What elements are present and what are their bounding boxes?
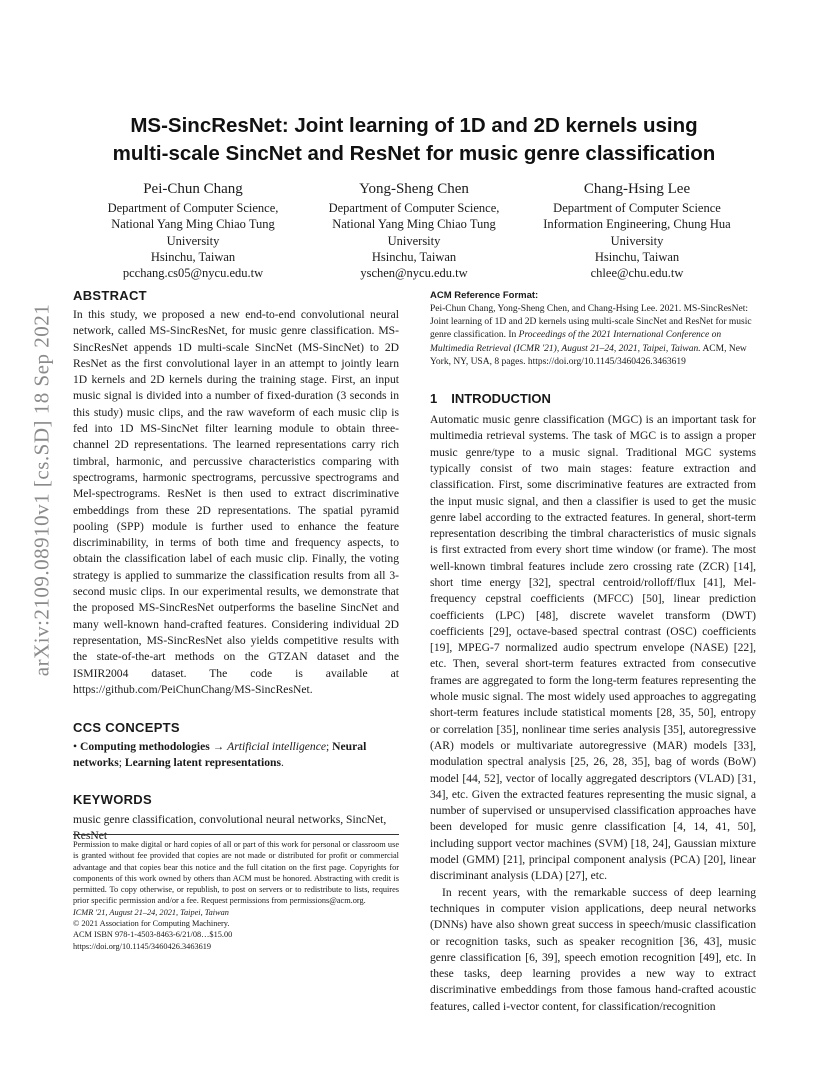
introduction-paragraph-2: In recent years, with the remarkable success of deep learning techniques in computer vision applications, deep neural networks (DNNs) have also shown great success in speech/music classification or recognition tasks, such as speaker recognition [36, 43], music genre classification [6, 39], speech emotion recognition [49], etc. In these tasks, deep learning provides a new way to extract discriminative embeddings from those famous hand-crafted acoustic features, called i-vector content, for classification/recognition	[430, 885, 756, 1013]
author-affiliation: University	[166, 233, 220, 248]
ccs-term: Neural networks	[73, 740, 367, 770]
ccs-term: Artificial intelligence	[227, 740, 327, 754]
author-affiliation: National Yang Ming Chiao Tung	[332, 217, 496, 232]
author-block-1	[83, 179, 303, 281]
reference-text: ACM, New York, NY, USA, 8 pages. https://doi.org/10.1145/3460426.3463619	[430, 343, 747, 367]
author-affiliation: Information Engineering, Chung Hua	[543, 217, 731, 232]
author-location: Hsinchu, Taiwan	[150, 249, 236, 264]
ccs-term: Learning latent representations	[124, 756, 281, 770]
left-column	[73, 288, 399, 844]
author-name: Yong-Sheng Chen	[359, 181, 469, 197]
section-heading-introduction	[430, 391, 756, 406]
introduction-paragraph-1: Automatic music genre classification (MGC) is an important task for multimedia retrieval systems. The task of MGC is to assign a proper music genre/type to a music signal. Traditional MGC systems typically consist of two main stages: feature extraction and classification. First, some discriminative features are extracted from the input music signal, and then a classifier is used to get the music genre label according to the extracted features. In general, short-term representation describing the timbral characteristics of music signals is first extracted from every short time window (or frame). The most well-known timbral features include zero crossing rate (ZCR) [14], short time energy [32], spectral centroid/rolloff/flux [41], Mel-frequency cepstral coefficients (MFCC) [50], linear prediction coefficients (LPC) [48], discrete wavelet transform (DWT) coefficients [29], octave-based spectral contrast (OSC) coefficients [19], MPEG-7 normalized audio spectrum envelope (NASE) [22], etc. Then, several short-term features extracted from consecutive frames are aggregated to form the long-term features representing the whole music signal. The most widely used approaches to aggregating short-term features include statistical moments [28, 35, 50], entropy or correlation [35], nonlinear time series analysis [35], autoregressive (AR) models or multivariate autoregressive (MAR) models [33], modulation spectral analysis [25, 26, 28, 35], bag of words (BoW) model [44, 52], vector of locally aggregated descriptors (VLAD) [31, 34], etc. Given the extracted features representing the music signal, a number of supervised or unsupervised classification approaches have been developed for music genre classification [4, 14, 41, 50], including support vector machines (SVM) [18, 24], Gaussian mixture model (GMM) [21], principal component analysis (PCA) [20], linear discriminant analysis (LDA) [27], etc.	[430, 413, 756, 883]
ccs-end: .	[280, 756, 284, 770]
abstract-heading: ABSTRACT	[73, 288, 147, 303]
author-affiliation: University	[610, 233, 664, 248]
reference-text: Pei-Chun Chang, Yong-Sheng Chen, and Chang-Hsing Lee. 2021. MS-SincResNet: Joint learning of 1D and 2D kernels using multi-scale SincNet and ResNet for music genre classification. In	[430, 304, 752, 341]
venue-line: ICMR '21, August 21–24, 2021, Taipei, Taiwan	[73, 907, 229, 917]
doi-link[interactable]: https://doi.org/10.1145/3460426.3463619	[73, 941, 212, 951]
title-line-2: multi-scale SincNet and ResNet for music genre classification	[112, 142, 716, 165]
copyright-footnote	[73, 834, 399, 952]
author-email: chlee@chu.edu.tw	[590, 266, 684, 281]
copyright-line: © 2021 Association for Computing Machinery.	[73, 919, 230, 929]
arxiv-sidebar	[20, 290, 64, 690]
author-affiliation: Department of Computer Science,	[328, 201, 500, 215]
ccs-term: Computing methodologies	[79, 740, 210, 754]
arxiv-identifier: arXiv:2109.08910v1 [cs.SD] 18 Sep 2021	[29, 303, 54, 677]
author-location: Hsinchu, Taiwan	[594, 249, 680, 264]
reference-proceedings: Proceedings of the 2021 International Conference on Multimedia Retrieval (ICMR '21), August 21–24, 2021, Taipei, Taiwan.	[430, 330, 722, 354]
keywords-heading: KEYWORDS	[73, 791, 152, 807]
author-block-2	[304, 179, 524, 281]
ccs-heading: CCS CONCEPTS	[73, 720, 180, 736]
author-location: Hsinchu, Taiwan	[371, 249, 457, 264]
author-name: Pei-Chun Chang	[143, 181, 243, 197]
abstract-text: In this study, we proposed a new end-to-end convolutional neural network, called MS-SincResNet, for music genre classification. MS-SincResNet appends 1D multi-scale SincNet (MS-SincNet) to 2D ResNet as the first convolutional layer in an attempt to jointly learn 1D kernels and 2D kernels during the training stage. First, an input music signal is divided into a number of fixed-duration (3 seconds in this study) music clips, and the raw waveform of each music clip is fed into 1D MS-SincNet filter learning module to obtain three-channel 2D representations. The learned representations carry rich timbral, harmonic, and percussive characteristics comparing with spectrograms, harmonic spectrograms, percussive spectrograms and Mel-spectrograms. ResNet is then used to extract discriminative embeddings from these 2D representations. The spatial pyramid pooling (SPP) module is further used to enhance the feature discriminability, in terms of both time and frequency aspects, to obtain the classification label of each music clip. Finally, the voting strategy is applied to summarize the classification results from all 3-second music clips. In our experimental results, we demonstrate that the proposed MS-SincResNet outperforms the baseline SincNet and many well-known hand-crafted features. Considering individual 2D representation, MS-SincResNet also yields competitive results with the state-of-the-art methods on the GTZAN dataset and the ISMIR2004 dataset. The code is available at https://github.com/PeiChunChang/MS-SincResNet.	[73, 308, 399, 696]
keywords-text: music genre classification, convolutional neural networks, SincNet, ResNet	[73, 812, 387, 843]
title-line-1: MS-SincResNet: Joint learning of 1D and 2D kernels using	[130, 114, 698, 137]
author-email: yschen@nycu.edu.tw	[360, 266, 468, 281]
paper-title	[60, 112, 768, 168]
reference-format-heading: ACM Reference Format:	[430, 290, 539, 301]
reference-format-text	[430, 303, 756, 369]
section-number: 1	[430, 391, 438, 407]
ccs-concepts	[73, 739, 399, 772]
ccs-arrow: →	[212, 740, 225, 754]
author-name: Chang-Hsing Lee	[583, 181, 691, 197]
isbn-line: ACM ISBN 978-1-4503-8463-6/21/08…$15.00	[73, 930, 233, 940]
ccs-bullet: •	[73, 740, 78, 754]
author-email: pcchang.cs05@nycu.edu.tw	[122, 266, 264, 281]
author-affiliation: University	[387, 233, 441, 248]
ccs-separator: ;	[326, 740, 330, 754]
right-column	[430, 290, 756, 1015]
author-affiliation: National Yang Ming Chiao Tung	[111, 217, 275, 232]
author-affiliation: Department of Computer Science,	[107, 201, 279, 215]
author-affiliation: Department of Computer Science	[553, 201, 721, 215]
section-title: INTRODUCTION	[451, 391, 551, 407]
ccs-separator: ;	[118, 756, 122, 770]
permission-notice: Permission to make digital or hard copies of all or part of this work for personal or classroom use is granted without fee provided that copies are not made or distributed for profit or commercial advantage and that copies bear this notice and the full citation on the first page. Copyrights for components of this work owned by others than ACM must be honored. Abstracting with credit is permitted. To copy otherwise, or republish, to post on servers or to redistribute to lists, requires prior specific permission and/or a fee. Request permissions from permissions@acm.org.	[73, 840, 399, 906]
author-block-3	[527, 179, 747, 281]
